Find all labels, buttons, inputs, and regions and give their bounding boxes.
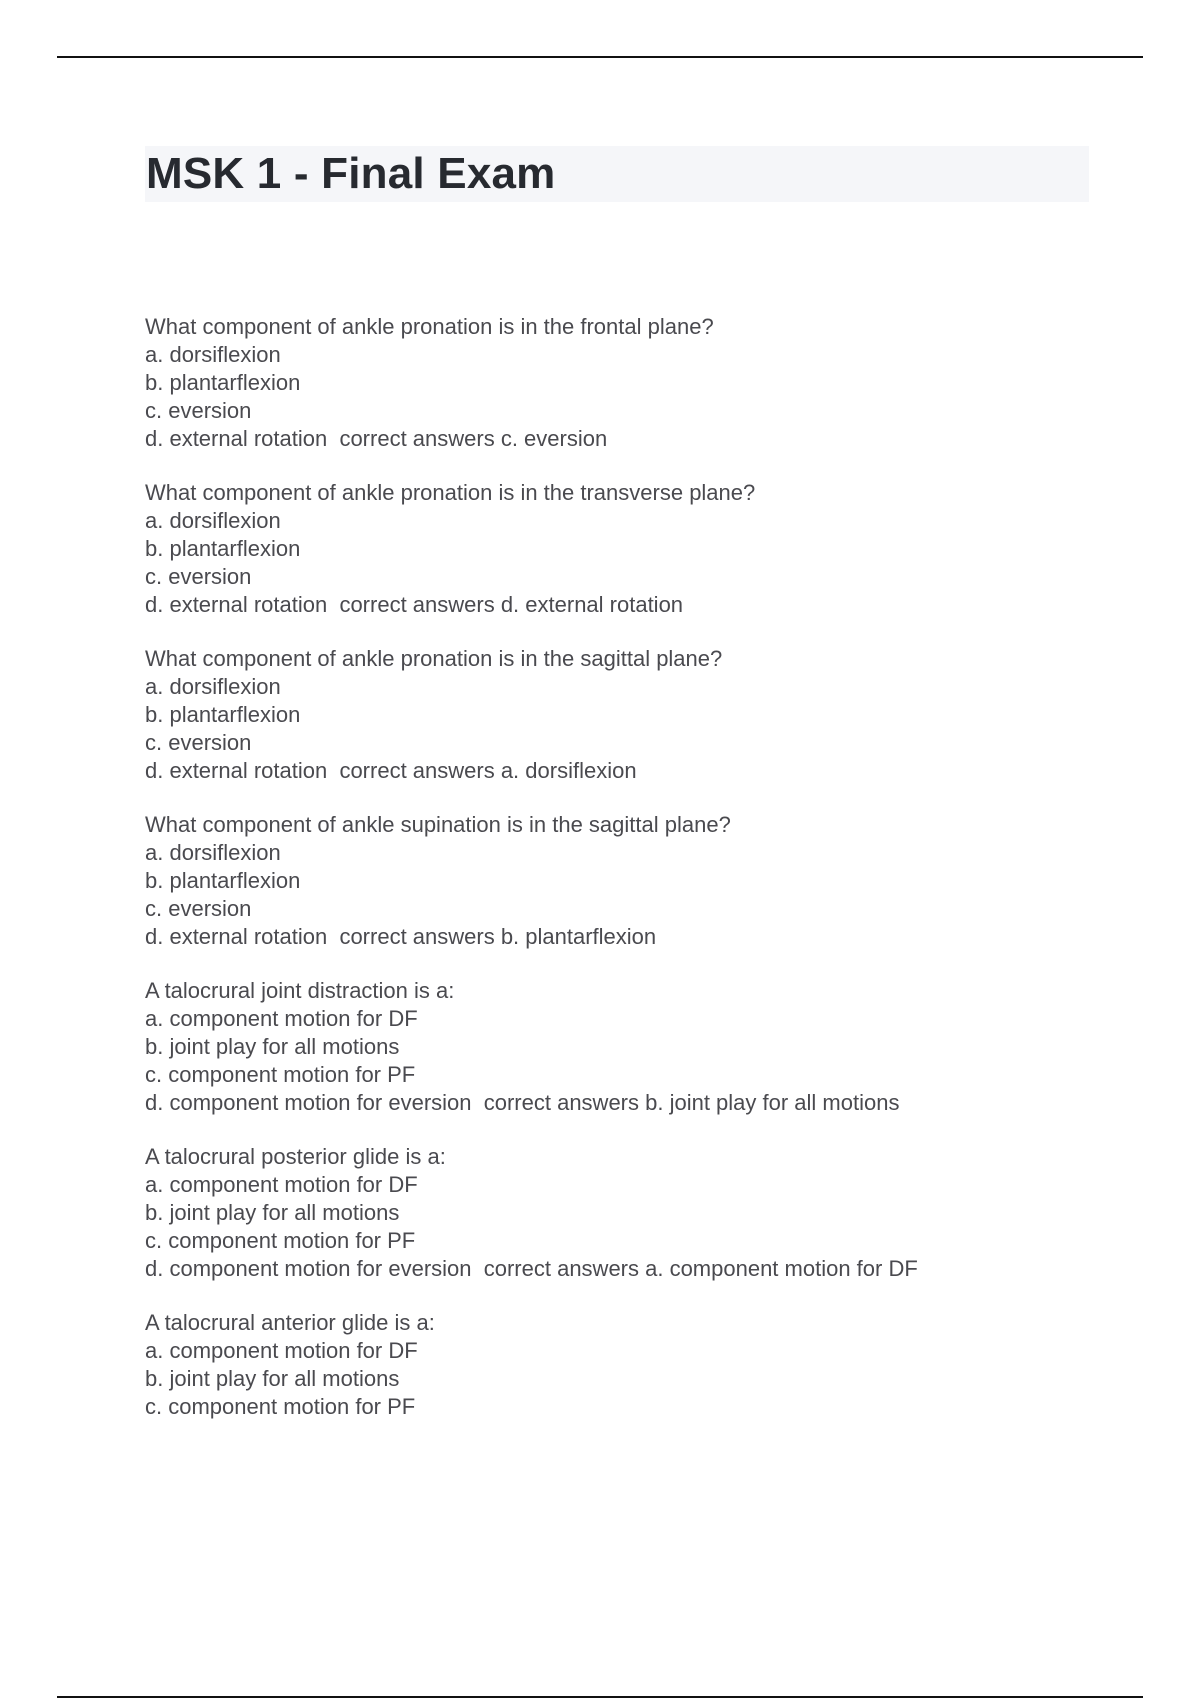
answer-option-a: a. dorsiflexion [145,508,281,533]
answer-option-b: b. joint play for all motions [145,1366,400,1391]
question-block [145,1143,1105,1283]
question-prompt: What component of ankle pronation is in the frontal plane? [145,314,714,339]
top-rule [57,56,1143,58]
answer-option-d: d. component motion for eversion correct answers b. joint play for all motions [145,1090,900,1115]
question-list [145,313,1105,1447]
answer-option-c: c. component motion for PF [145,1062,416,1087]
answer-option-d: d. external rotation correct answers d. external rotation [145,592,684,617]
answer-option-b: b. plantarflexion [145,702,301,727]
answer-option-c: c. component motion for PF [145,1394,416,1419]
question-block [145,645,1105,785]
answer-option-b: b. joint play for all motions [145,1200,400,1225]
question-block [145,811,1105,951]
question-prompt: What component of ankle pronation is in the transverse plane? [145,480,756,505]
answer-option-a: a. dorsiflexion [145,840,281,865]
question-block [145,479,1105,619]
answer-option-c: c. eversion [145,730,252,755]
bottom-rule [57,1696,1143,1698]
question-block [145,977,1105,1117]
question-prompt: What component of ankle pronation is in the sagittal plane? [145,646,723,671]
answer-option-a: a. dorsiflexion [145,674,281,699]
answer-option-c: c. eversion [145,896,252,921]
answer-option-b: b. joint play for all motions [145,1034,400,1059]
answer-option-d: d. external rotation correct answers c. eversion [145,426,608,451]
question-prompt: A talocrural posterior glide is a: [145,1144,446,1169]
answer-option-a: a. dorsiflexion [145,342,281,367]
answer-option-c: c. eversion [145,398,252,423]
answer-option-d: d. external rotation correct answers a. dorsiflexion [145,758,637,783]
answer-option-b: b. plantarflexion [145,536,301,561]
answer-option-a: a. component motion for DF [145,1006,418,1031]
document-title: MSK 1 - Final Exam [146,149,556,198]
question-block [145,313,1105,453]
question-prompt: A talocrural anterior glide is a: [145,1310,435,1335]
answer-option-c: c. eversion [145,564,252,589]
answer-option-a: a. component motion for DF [145,1172,418,1197]
question-block [145,1309,1105,1421]
answer-option-b: b. plantarflexion [145,868,301,893]
question-prompt: What component of ankle supination is in the sagittal plane? [145,812,731,837]
answer-option-d: d. component motion for eversion correct answers a. component motion for DF [145,1256,918,1281]
question-prompt: A talocrural joint distraction is a: [145,978,455,1003]
answer-option-d: d. external rotation correct answers b. plantarflexion [145,924,657,949]
answer-option-b: b. plantarflexion [145,370,301,395]
answer-option-a: a. component motion for DF [145,1338,418,1363]
answer-option-c: c. component motion for PF [145,1228,416,1253]
